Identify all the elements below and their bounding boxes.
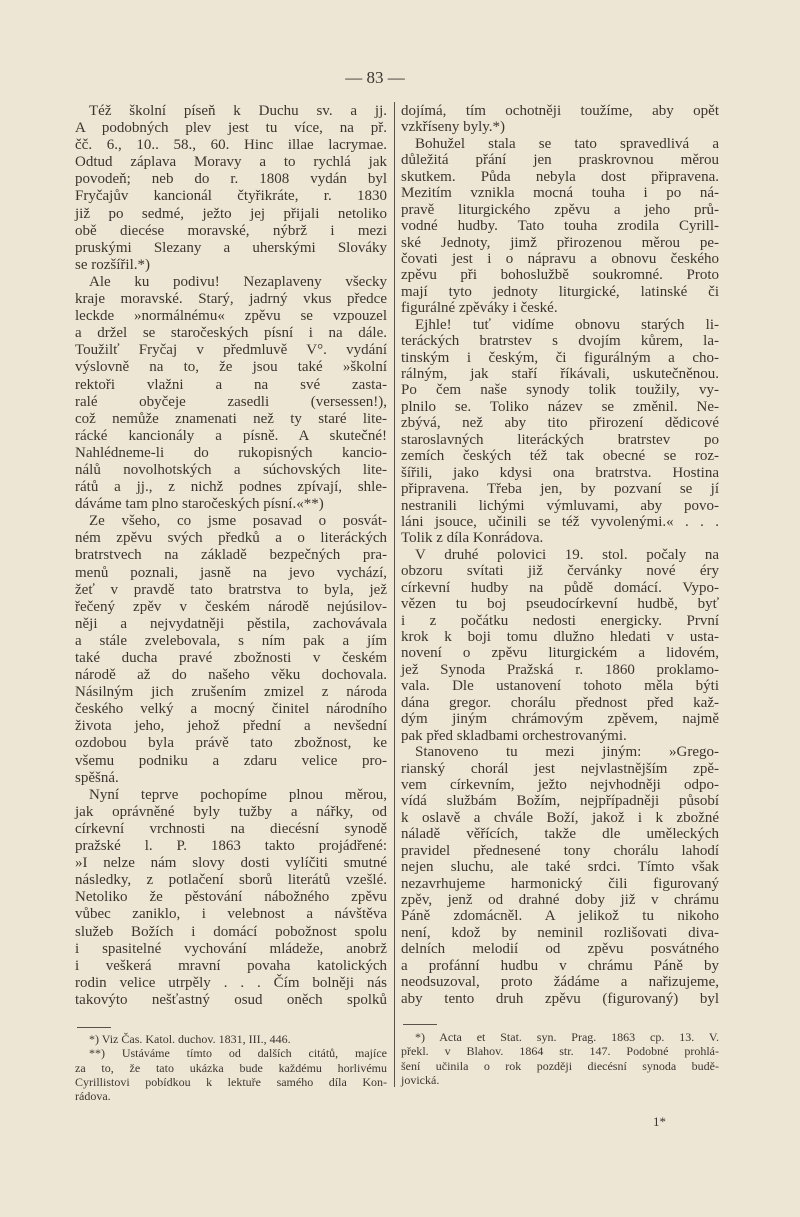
- text-line: takovýto nešťastný osud oněch spolků: [75, 991, 387, 1008]
- paragraph: [75, 274, 387, 513]
- text-line: žeť v pravdě tato bratrstva to byla, jež: [75, 581, 387, 598]
- text-line: obě diecése moravské, nýbrž i mezi: [75, 222, 387, 239]
- text-line: ném zpěvu svých předků a o literáckých: [75, 530, 387, 547]
- text-line: pravidel přednesené tony chorálu lahodí: [401, 842, 719, 859]
- text-line: Páně zdomácněl. A jelikož tu nikoho: [401, 908, 719, 925]
- text-line: výslovně na to, že jsou také »školní: [75, 359, 387, 376]
- text-line: pražské l. P. 1863 takto projádřené:: [75, 838, 387, 855]
- text-line: což nemůže znamenati než ty staré lite-: [75, 410, 387, 427]
- text-line: jak oprávněné byly tužby a nářky, od: [75, 803, 387, 820]
- text-line: Nyní teprve pochopíme plnou měrou,: [89, 786, 387, 803]
- paragraph: [401, 317, 719, 547]
- footnotes-right: [401, 1030, 719, 1087]
- text-line: církevní vrchnosti na diecésní synodě: [75, 820, 387, 837]
- text-line: neodsuzoval, proto žádáme a nařizujeme,: [401, 974, 719, 991]
- footnote-rule-right: [403, 1024, 437, 1025]
- text-line: Též školní píseň k Duchu sv. a jj.: [89, 103, 387, 119]
- text-line: Ze všeho, co jsme posavad o posvát-: [89, 513, 387, 530]
- text-line: rálným, jak staří říkávali, uskutečněnou.: [401, 366, 719, 382]
- text-line: řečený zpěv v českém národě nejúsilov-: [75, 598, 387, 615]
- text-line: menů poznali, jasně na jevo vychází,: [75, 564, 387, 581]
- text-line: dána gregor. chorálu přednost před kaž-: [401, 694, 719, 711]
- text-line: novení o zpěvu liturgickém a lidovém,: [401, 645, 719, 662]
- text-line: plnilo se. Toliko název se změnil. Ne-: [401, 398, 719, 415]
- text-line: a držel se staročeských písní i na dále.: [75, 325, 387, 342]
- text-line: obzoru svítati již červánky nové éry: [401, 563, 719, 580]
- text-line: delních melodií od zpěvu posvátného: [401, 941, 719, 958]
- paragraph: [401, 547, 719, 744]
- text-line: církevní hudby na půdě domácí. Vypo-: [401, 579, 719, 596]
- text-line: Ale ku podivu! Nezaplaveny všecky: [89, 273, 387, 290]
- text-line: Nahlédneme-li do rukopisných kancio-: [75, 444, 387, 461]
- text-line: aby tento druh zpěvu (figurovaný) byl: [401, 990, 719, 1007]
- text-line: i z počátku nedosti energicky. První: [401, 612, 719, 629]
- text-line: skutkem. Půda nebyla dost připravena.: [401, 168, 719, 185]
- left-column: [75, 103, 387, 1009]
- text-line: ralé obyčeje zasedli (versessen!),: [75, 393, 387, 410]
- text-line: teráckých bratrstev s dvojím kůrem, la-: [401, 333, 719, 350]
- text-line: leckde »normálnému« zpěvu se vzpouzel: [75, 308, 387, 325]
- text-line: Fryčajův kancionál čtyřikráte, r. 1830: [75, 188, 387, 205]
- paragraph: [75, 787, 387, 1009]
- text-line: zemích českých též tak obecné se roz-: [401, 448, 719, 465]
- text-line: vídá službám Božím, nejpřípadněji působí: [401, 793, 719, 810]
- text-line: Mezitím vznikla mocná touha i po ná-: [401, 185, 719, 202]
- text-line: nestranili lichými výmluvami, aby povo-: [401, 497, 719, 514]
- text-line: čč. 6., 10.. 58., 60. Hinc illae lacrymae.: [75, 137, 387, 154]
- paragraph: [75, 103, 387, 274]
- paragraph: [401, 744, 719, 1007]
- text-line: krok k boji tomu dlužno hledati v usta-: [401, 629, 719, 645]
- text-line: staroslavných literáckých bratrstev po: [401, 431, 719, 448]
- text-line: a profánní hudbu v chrámu Páně by: [401, 957, 719, 974]
- text-line: národě až do našeho věku dochovala.: [75, 667, 387, 684]
- text-line: »I nelze nám slovy dosti vylíčiti smutné: [75, 855, 387, 872]
- text-line: A podobných plev jest tu více, na př.: [75, 120, 387, 137]
- text-line: Ejhle! tuť vidíme obnovu starých li-: [415, 316, 719, 333]
- text-line: rianský chorál jest nejvlastnějším zpě-: [401, 760, 719, 777]
- column-divider: [394, 102, 395, 1087]
- text-line: již po sedmé, ježto jej přijali netoliko: [75, 205, 387, 222]
- text-line: nálů novolhotských a súchovských lite-: [75, 461, 387, 478]
- text-line: vězen tu boj pseudocírkevní hudbě, byť: [401, 596, 719, 613]
- paragraph: [75, 1046, 387, 1103]
- text-line: Bohužel stala se tato spravedlivá a: [415, 135, 719, 152]
- text-line: Netoliko že pěstování nábožného zpěvu: [75, 889, 387, 906]
- page-number: — 83 —: [345, 68, 405, 87]
- text-line: jež Synoda Pražská r. 1860 proklamo-: [401, 661, 719, 678]
- text-line: rodin velice utrpěly . . . Čím bolněji nás: [75, 974, 387, 991]
- text-line: rácké kancionály a písně. A skutečné!: [75, 427, 387, 444]
- text-line: mají tyto jednoty liturgické, latinské či: [401, 283, 719, 300]
- text-line: k oslavě a chvále Boží, jakož i k zbožné: [401, 809, 719, 826]
- text-line: šení učinila o rok později diecésní synoda budě-: [401, 1058, 719, 1073]
- paragraph: [401, 1030, 719, 1087]
- paragraph: [75, 1032, 387, 1046]
- text-line: dáváme tam plno staročeských písní.«**): [75, 496, 324, 513]
- paragraph: [75, 513, 387, 787]
- text-line: nejen sluchu, ale také srdci. Tímto však: [401, 859, 719, 876]
- text-line: Tolik z díla Konrádova.: [401, 530, 544, 547]
- text-line: bratrstvech na základě bezpečných pra-: [75, 547, 387, 564]
- text-line: kraje moravské. Starý, jadrný vkus předce: [75, 291, 387, 308]
- text-line: se rozšířil.*): [75, 256, 150, 273]
- text-line: Toužilť Fryčaj v předmluvě V°. vydání: [75, 342, 387, 359]
- text-line: vůbec zaniklo, i velebnost a návštěva: [75, 906, 387, 923]
- text-line: vodné hudby. Tato touha zrodila Cyrill-: [401, 218, 719, 235]
- text-line: V druhé polovici 19. stol. počaly na: [415, 546, 719, 563]
- text-line: také ducha pravé zbožnosti v českém: [75, 650, 387, 666]
- text-line: zpěvu při bohoslužbě soukromné. Proto: [401, 267, 719, 284]
- text-line: překl. v Blahov. 1864 str. 147. Podobné prohlá-: [401, 1044, 719, 1059]
- text-line: ské Jednoty, jimž přirozenou měrou pe-: [401, 234, 719, 251]
- text-line: a stále zvelebovala, s ním pak a jím: [75, 632, 387, 649]
- text-line: nezavrhujeme harmonický čili figurovaný: [401, 875, 719, 892]
- right-column: [401, 103, 719, 1007]
- text-line: Odtud záplava Moravy a to rychlá jak: [75, 154, 387, 171]
- text-line: láni jsouce, učinili se též vyvolenými.« . . .: [401, 513, 719, 530]
- text-line: figurálné zpěváky i české.: [401, 300, 558, 317]
- text-line: pak před skladbami orchestrovanými.: [401, 727, 627, 744]
- text-line: vala. Dle ustanovení tohoto měla býti: [401, 678, 719, 695]
- footnotes-left: [75, 1032, 387, 1103]
- text-line: zpěv, jenž od drahné doby již v chrámu: [401, 892, 719, 908]
- text-line: vem církevním, ježto nejvhodněji odpo-: [401, 776, 719, 793]
- text-line: českého velký a mocný činitel národního: [75, 701, 387, 718]
- text-line: šířili, jako kdysi ona bratrstva. Hostina: [401, 464, 719, 481]
- text-line: pruskými Slezany a uherskými Slováky: [75, 239, 387, 256]
- text-line: pravě liturgického zpěvu a jeho prů-: [401, 201, 719, 218]
- text-line: Násilným jich zrušením zmizel z národa: [75, 684, 387, 701]
- text-line: vzkříseny byly.*): [401, 119, 506, 136]
- text-line: Cyrillistovi pobídkou k lektuře samého díla Kon-: [75, 1074, 387, 1089]
- text-line: připravena. Třeba jen, by pozvaní se jí: [401, 481, 719, 498]
- footnote-rule-left: [77, 1027, 111, 1028]
- text-line: není, kdož by neminil rozlišovati diva-: [401, 924, 719, 941]
- paragraph: [401, 103, 719, 136]
- text-line: rektoři vlažni a na své zasta-: [75, 376, 387, 393]
- text-line: **) Ustáváme tímto od dalších citátů, majíce: [89, 1046, 387, 1061]
- text-line: dým jiným chrámovým zpěvem, najmě: [401, 711, 719, 728]
- text-line: ozdobou byla právě tato zbožnost, ke: [75, 735, 387, 752]
- text-line: všemu podniku a zdaru velice pro-: [75, 752, 387, 769]
- text-line: i veškerá mravní povaha katolických: [75, 957, 387, 974]
- text-line: zbývá, než aby tito přirození dědicové: [401, 415, 719, 432]
- text-line: za to, že tato ukázka bude každému horlivému: [75, 1060, 387, 1075]
- text-line: dojímá, tím ochotněji toužíme, aby opět: [401, 103, 719, 119]
- text-line: jovická.: [401, 1072, 440, 1087]
- text-line: Stanoveno tu mezi jiným: »Grego-: [415, 744, 719, 761]
- text-line: něji a nejvydatněji pěstila, zachovávala: [75, 615, 387, 632]
- signature-mark: 1*: [653, 1114, 666, 1129]
- text-line: *) Viz Čas. Katol. duchov. 1831, III., 446.: [89, 1032, 291, 1046]
- text-line: *) Acta et Stat. syn. Prag. 1863 cp. 13. V.: [415, 1030, 719, 1044]
- text-line: rádova.: [75, 1089, 111, 1104]
- text-line: důležitá přání jen praskrovnou měrou: [401, 152, 719, 169]
- text-line: následky, z potlačení sborů literátů vzešlé.: [75, 872, 387, 889]
- text-line: Po čem naše synody tolik toužily, vy-: [401, 382, 719, 399]
- text-line: i spasitelné vychování mládeže, anobrž: [75, 940, 387, 957]
- text-line: čovati jest i o nápravu a obnovu českého: [401, 250, 719, 267]
- paragraph: [401, 136, 719, 317]
- text-line: služeb Božích i domácí pobožnost spolu: [75, 923, 387, 940]
- text-line: rátů a jj., z nichž podnes zpívají, shle-: [75, 479, 387, 496]
- text-line: povodeň; neb do r. 1808 vydán byl: [75, 171, 387, 188]
- text-line: tinským i českým, či figurálným a cho-: [401, 349, 719, 366]
- text-line: náladě věřících, takže dle uměleckých: [401, 826, 719, 843]
- text-line: spěšná.: [75, 769, 119, 786]
- text-line: života jeho, jehož přední a nevšední: [75, 718, 387, 735]
